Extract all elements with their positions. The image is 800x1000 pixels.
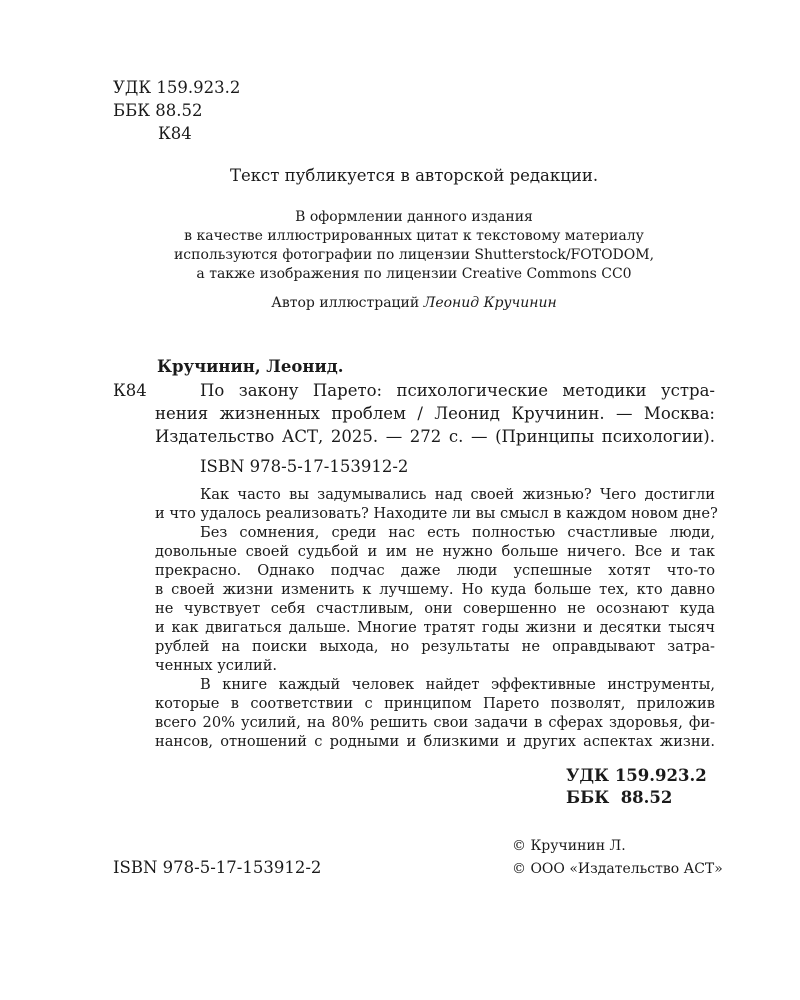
bbk-code: ББК 88.52 xyxy=(113,101,203,120)
catalog-entry-line: По закону Парето: психологические методики устра- xyxy=(200,381,715,400)
bbk-code-bottom: ББК 88.52 xyxy=(566,788,673,807)
annotation-line: Без сомнения, среди нас есть полностью счастливые люди, xyxy=(200,524,715,541)
annotation-line: довольные своей судьбой и им не нужно больше ничего. Все и так xyxy=(155,543,715,560)
udk-code: УДК 159.923.2 xyxy=(113,78,241,97)
annotation-line: прекрасно. Однако подчас даже люди успешные хотят что-то xyxy=(155,562,715,579)
annotation-line: всего 20% усилий, на 80% решить свои задачи в сферах здоровья, фи- xyxy=(155,714,715,731)
author-mark: К84 xyxy=(158,124,192,143)
annotation-line: и что удалось реализовать? Находите ли вы смысл в каждом новом дне? xyxy=(155,505,718,522)
annotation-line: В книге каждый человек найдет эффективные инструменты, xyxy=(200,676,715,693)
catalog-mark: К84 xyxy=(113,381,147,400)
illustrator-label: Автор иллюстраций xyxy=(271,295,420,311)
illustrator-name: Леонид Кручинин xyxy=(423,295,557,311)
annotation-line: не чувствует себя счастливым, они совершенно не осознают куда xyxy=(155,600,715,617)
copyright-author: © Кручинин Л. xyxy=(512,838,626,854)
isbn-footer: ISBN 978-5-17-153912-2 xyxy=(113,858,322,877)
udk-code-bottom: УДК 159.923.2 xyxy=(566,766,707,785)
catalog-heading: Кручинин, Леонид. xyxy=(157,357,344,376)
editorial-note: Текст публикуется в авторской редакции. xyxy=(229,166,599,185)
image-credits-line: в качестве иллюстрированных цитат к текстовому материалу xyxy=(184,228,644,244)
catalog-entry-line: нения жизненных проблем / Леонид Кручинин. — Москва: xyxy=(155,404,715,423)
annotation-line: Как часто вы задумывались над своей жизнью? Чего достигли xyxy=(200,486,715,503)
catalog-entry-line: Издательство АСТ, 2025. — 272 с. — (Принципы психологии). xyxy=(155,427,715,446)
copyright-publisher: © ООО «Издательство АСТ» xyxy=(512,861,723,877)
image-credits-line: используются фотографии по лицензии Shutterstock/FOTODOM, xyxy=(173,247,655,263)
annotation-line: в своей жизни изменить к лучшему. Но куда больше тех, кто давно xyxy=(155,581,715,598)
image-credits-line: В оформлении данного издания xyxy=(295,209,533,225)
catalog-isbn: ISBN 978-5-17-153912-2 xyxy=(200,457,409,476)
annotation-line: ченных усилий. xyxy=(155,657,278,674)
annotation-line: рублей на поиски выхода, но результаты не оправдывают затра- xyxy=(155,638,715,655)
annotation-line: нансов, отношений с родными и близкими и других аспектах жизни. xyxy=(155,733,715,750)
annotation-line: и как двигаться дальше. Многие тратят годы жизни и десятки тысяч xyxy=(155,619,715,636)
annotation-line: которые в соответствии с принципом Парето позволят, приложив xyxy=(155,695,715,712)
image-credits-line: а также изображения по лицензии Creative Commons CC0 xyxy=(196,266,632,282)
illustrator-credit xyxy=(0,295,800,311)
